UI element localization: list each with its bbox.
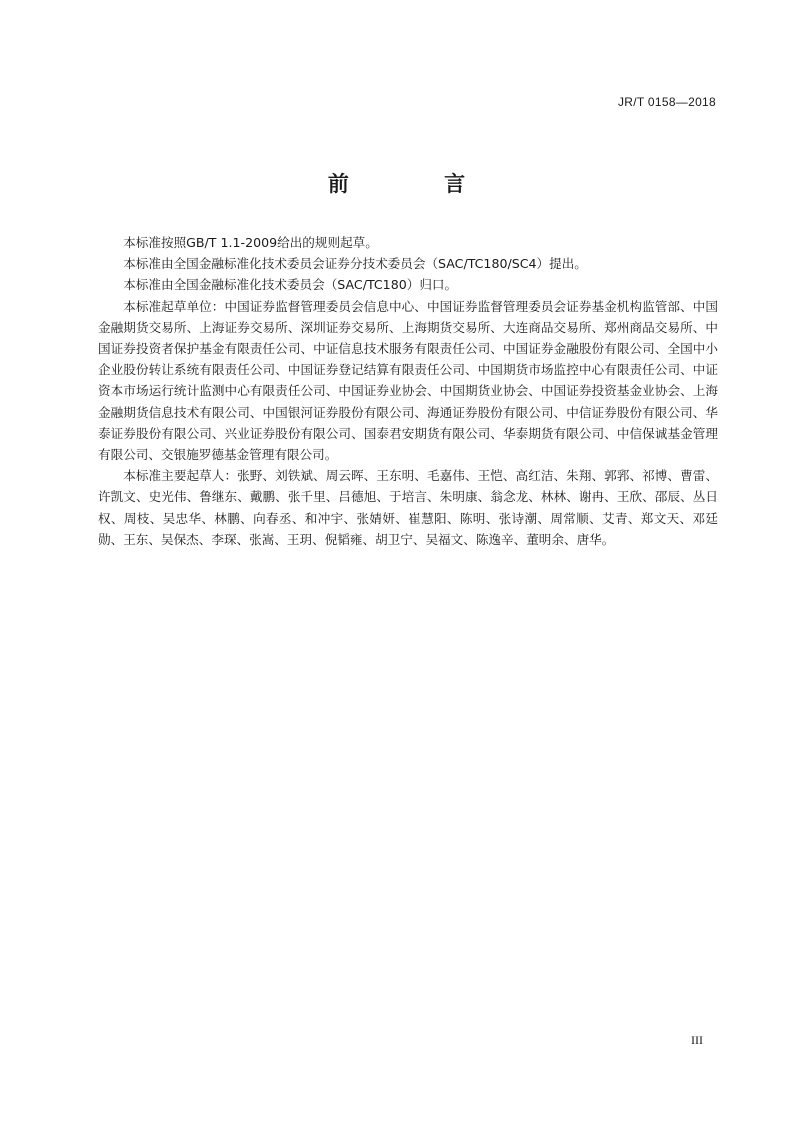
paragraph-drafters: 本标准主要起草人：张野、刘铁斌、周云晖、王东明、毛嘉伟、王恺、高红洁、朱翔、郭郛、祁博、曹雷、许凯文、史光伟、鲁继东、戴鹏、张千里、吕德旭、于培言、朱明康、翁念龙、林林、谢冉、王欣、邵辰、丛日权、周枝、吴忠华、林鹏、向春丞、和冲宇、张婧妍、崔慧阳、陈明、张诗潮、周常顺、艾青、郑文天、邓廷勋、王东、吴保杰、李琛、张嵩、王玥、倪韬雍、胡卫宁、吴福文、陈逸辛、董明余、唐华。 bbox=[98, 468, 718, 547]
paragraph-proposer: 本标准由全国金融标准化技术委员会证券分技术委员会（SAC/TC180/SC4）提出。 bbox=[123, 256, 587, 272]
paragraph-drafting-units: 本标准起草单位：中国证券监督管理委员会信息中心、中国证券监督管理委员会证券基金机构监管部、中国金融期货交易所、上海证券交易所、深圳证券交易所、上海期货交易所、大连商品交易所、郑州商品交易所、中国证券投资者保护基金有限责任公司、中证信息技术服务有限责任公司、中国证券金融股份有限公司、全国中小企业股份转让系统有限责任公司、中国证券登记结算有限责任公司、中国期货市场监控中心有限责任公司、中证资本市场运行统计监测中心有限责任公司、中国证券业协会、中国期货业协会、中国证券投资基金业协会、上海金融期货信息技术有限公司、中国银河证券股份有限公司、海通证券股份有限公司、中信证券股份有限公司、华泰证券股份有限公司、兴业证券股份有限公司、国泰君安期货有限公司、华泰期货有限公司、中信保诚基金管理有限公司、交银施罗德基金管理有限公司。 bbox=[98, 298, 718, 463]
page-number: III bbox=[691, 1033, 703, 1047]
body-text bbox=[98, 232, 718, 550]
paragraph-drafting-rules: 本标准按照GB/T 1.1-2009给出的规则起草。 bbox=[123, 235, 378, 250]
paragraph-administrator: 本标准由全国金融标准化技术委员会（SAC/TC180）归口。 bbox=[123, 277, 458, 293]
page-title: 前 言 bbox=[327, 172, 510, 196]
document-code: JR/T 0158—2018 bbox=[617, 95, 716, 109]
